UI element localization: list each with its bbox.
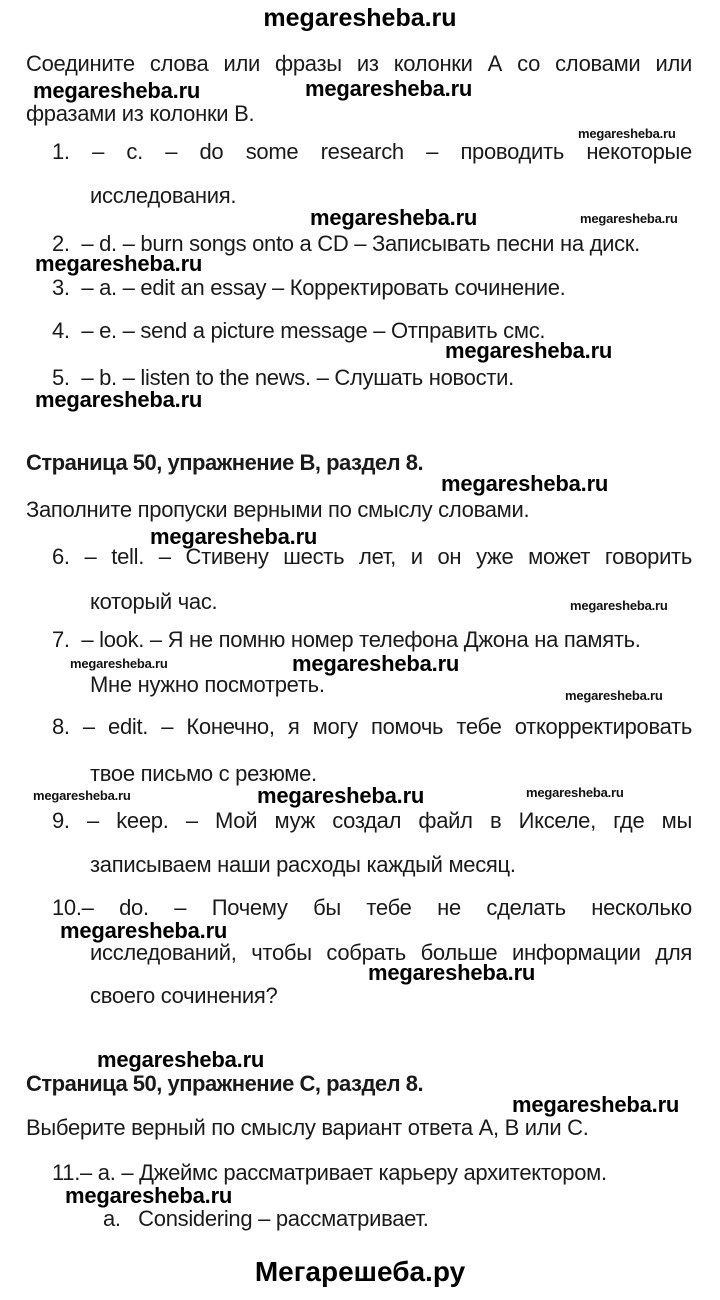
watermark-small: megaresheba.ru xyxy=(580,211,678,226)
watermark-bold: megaresheba.ru xyxy=(292,651,460,676)
answer-10-line-3: своего сочинения? xyxy=(90,983,278,1008)
watermark-small: megaresheba.ru xyxy=(70,656,168,671)
footer-brand: Мегарешеба.ру xyxy=(254,1256,466,1287)
answer-1-line-2: исследования. xyxy=(90,183,237,208)
watermark-bold: megaresheba.ru xyxy=(512,1092,680,1117)
watermark-bold: megaresheba.ru xyxy=(368,960,536,985)
watermark-bold: megaresheba.ru xyxy=(150,524,318,549)
answer-8-line-2: твое письмо с резюме. xyxy=(90,761,317,786)
answer-7-line-2: Мне нужно посмотреть. xyxy=(90,672,325,697)
watermark-small: megaresheba.ru xyxy=(565,688,663,703)
exercise-b-heading: Страница 50, упражнение B, раздел 8. xyxy=(26,450,424,475)
answer-6-line-2: который час. xyxy=(90,589,218,614)
answer-9-line-1: 9. – keep. – Мой муж создал файл в Икселе, где мы xyxy=(52,808,692,833)
answer-11-line-1: 11.– a. – Джеймс рассматривает карьеру архитектором. xyxy=(52,1160,607,1185)
watermark-bold: megaresheba.ru xyxy=(441,471,609,496)
task-a-line-1: Соедините слова или фразы из колонки А со словами или xyxy=(26,51,692,76)
watermark-small: megaresheba.ru xyxy=(578,126,676,141)
watermark-bold: megaresheba.ru xyxy=(445,338,613,363)
watermark-bold: megaresheba.ru xyxy=(97,1047,265,1072)
watermark-bold: megaresheba.ru xyxy=(35,251,203,276)
answer-3: 3. – a. – edit an essay – Корректировать сочинение. xyxy=(52,275,566,300)
watermark-bold: megaresheba.ru xyxy=(33,78,201,103)
answer-10-line-2: исследований, чтобы собрать больше информации для xyxy=(90,940,692,965)
answer-5: 5. – b. – listen to the news. – Слушать новости. xyxy=(52,365,514,390)
watermark-small: megaresheba.ru xyxy=(33,788,131,803)
answer-9-line-2: записываем наши расходы каждый месяц. xyxy=(90,852,516,877)
answer-7-line-1: 7. – look. – Я не помню номер телефона Джона на память. xyxy=(52,627,641,652)
watermark-bold: megaresheba.ru xyxy=(65,1183,233,1208)
watermark-small: megaresheba.ru xyxy=(570,598,668,613)
task-b: Заполните пропуски верными по смыслу словами. xyxy=(26,497,530,522)
watermark-small: megaresheba.ru xyxy=(526,785,624,800)
answer-2: 2. – d. – burn songs onto a CD – Записывать песни на диск. xyxy=(52,231,640,256)
task-a-line-2: фразами из колонки В. xyxy=(26,101,255,126)
watermark-bold: megaresheba.ru xyxy=(310,205,478,230)
answer-8-line-1: 8. – edit. – Конечно, я могу помочь тебе откорректировать xyxy=(52,714,692,739)
watermark-bold: megaresheba.ru xyxy=(305,76,473,101)
watermark-bold: megaresheba.ru xyxy=(60,918,228,943)
watermark-bold: megaresheba.ru xyxy=(35,387,203,412)
answer-1-line-1: 1. – c. – do some research – проводить некоторые xyxy=(52,139,692,164)
site-watermark-header: megaresheba.ru xyxy=(263,4,457,32)
answer-10-line-1: 10.– do. – Почему бы тебе не сделать несколько xyxy=(52,895,692,920)
watermark-bold: megaresheba.ru xyxy=(257,783,425,808)
exercise-c-heading: Страница 50, упражнение C, раздел 8. xyxy=(26,1071,424,1096)
answer-4: 4. – e. – send a picture message – Отправить смс. xyxy=(52,318,546,343)
answer-6-line-1: 6. – tell. – Стивену шесть лет, и он уже может говорить xyxy=(52,544,692,569)
answer-11-option-a: a. Considering – рассматривает. xyxy=(103,1206,429,1231)
task-c: Выберите верный по смыслу вариант ответа А, В или С. xyxy=(26,1115,589,1140)
